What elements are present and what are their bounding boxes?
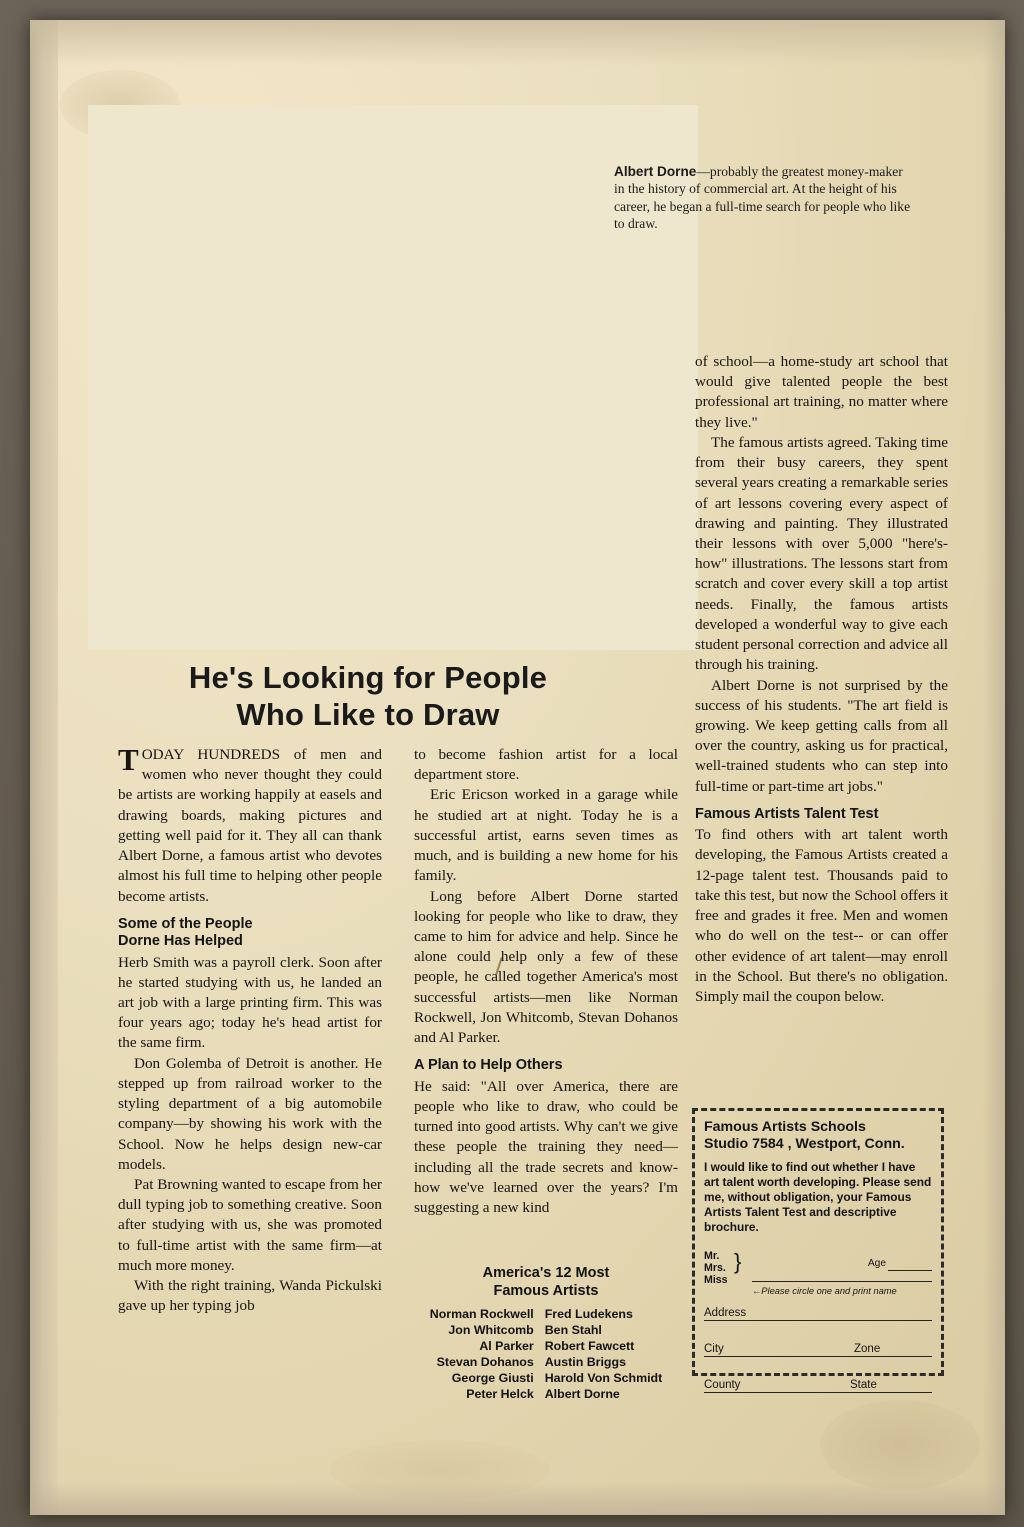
paragraph: He said: "All over America, there are people who like to draw, who could be turned into good artists. Why can't we give these people the training they need—including all the trade secrets and know-how we've learned over the years? I'm suggesting a new kind	[414, 1077, 678, 1216]
caption-text: —probably the greatest money-maker in the history of commercial art. At the height of his career, he began a full-time search for people who like to draw.	[614, 164, 911, 232]
coupon-address-label: Address	[704, 1307, 747, 1320]
artist-name: Peter Helck	[466, 1387, 534, 1402]
artist-name: Norman Rockwell	[429, 1307, 534, 1322]
famous-artists-list	[414, 1264, 678, 1402]
table-row	[430, 1354, 662, 1370]
artist-name: Albert Dorne	[544, 1387, 620, 1402]
caption-name: Albert Dorne	[614, 164, 697, 179]
coupon-title-line-1: Famous Artists Schools	[704, 1119, 866, 1135]
table-row	[430, 1306, 662, 1322]
headline-line-1: He's Looking for People	[188, 660, 548, 695]
artist-name: Jon Whitcomb	[448, 1323, 534, 1338]
coupon-title	[704, 1119, 932, 1153]
subheading: Famous Artists Talent Test	[695, 805, 879, 822]
coupon-county-state-field[interactable]	[704, 1379, 932, 1395]
famous-artists-table	[430, 1306, 662, 1402]
coupon-name-note-text: Please circle one and print name	[761, 1286, 897, 1297]
prefix-miss[interactable]: Miss	[704, 1273, 728, 1286]
coupon-county-label: County	[704, 1379, 741, 1392]
brace-glyph: }	[734, 1249, 742, 1275]
table-row	[430, 1322, 662, 1338]
subheading	[118, 916, 382, 951]
artist-name: Harold Von Schmidt	[544, 1371, 663, 1386]
paragraph: Eric Ericson worked in a garage while he studied art at night. Today he is a successful artist, earns seven times as much, and is building a new home for his family.	[414, 786, 678, 885]
coupon-address-field[interactable]	[704, 1307, 932, 1323]
coupon-county-line[interactable]	[704, 1392, 932, 1393]
paper-wear-right	[983, 20, 1005, 1515]
artist-name: Fred Ludekens	[544, 1307, 633, 1322]
coupon-name-prefixes[interactable]	[704, 1251, 728, 1287]
page-title	[118, 660, 618, 733]
paragraph-text: of men and women who never thought they could be artists are working happily at easels and drawing boards, making pictures and getting well paid for it. They all can thank Albert Dorne, a famous artist who devotes almost his full time to helping other people become artists.	[118, 746, 383, 905]
paragraph: Pat Browning wanted to escape from her dull typing job to something creative. Soon after studying with us, she was promoted to full-time artist with the same firm—at much more money.	[118, 1175, 382, 1274]
coupon-body-text: I would like to find out whether I have art talent worth developing. Please send me, without obligation, your Famous Artists Talent Test and descriptive brochure.	[704, 1160, 932, 1235]
prefix-mrs[interactable]: Mrs.	[704, 1261, 726, 1274]
coupon-state-label: State	[850, 1379, 877, 1392]
coupon-age-line[interactable]	[888, 1270, 932, 1271]
coupon-zone-label: Zone	[854, 1343, 881, 1356]
paragraph: Long before Albert Dorne started looking for people who like to draw, they came to him for advice and help. Since he alone could help only a few of these people, he called together America's most successful artists—men like Norman Rockwell, Jon Whitcomb, Stevan Dohanos and Al Parker.	[414, 887, 678, 1047]
paper-wear-bottom	[30, 1481, 1005, 1515]
subheading: A Plan to Help Others	[414, 1057, 563, 1074]
coupon-name-line[interactable]	[752, 1281, 932, 1282]
illustration-caption	[614, 163, 914, 233]
article-column-2	[414, 745, 678, 1218]
table-row	[430, 1386, 662, 1402]
paragraph: To find others with art talent worth developing, the Famous Artists created a 12-page talent test. Thousands paid to take this test, but now the School offers it free and grades it free. Men and women who do well on the test-- or can offer other evidence of art talent—may enroll in the School. But there's no obligation. Simply mail the coupon below.	[695, 826, 948, 1005]
coupon-title-line-2: Studio 7584 , Westport, Conn.	[704, 1136, 905, 1153]
table-row	[430, 1370, 662, 1386]
artist-name: Robert Fawcett	[544, 1339, 635, 1354]
article-column-3	[695, 352, 948, 1007]
illustration-albert-dorne	[88, 105, 698, 650]
famous-artists-title-line-2: Famous Artists	[493, 1283, 599, 1300]
paragraph: With the right training, Wanda Pickulski gave up her typing job	[118, 1277, 382, 1315]
paragraph: Don Golemba of Detroit is another. He stepped up from railroad worker to the styling department of a big automobile company—by showing his work with the School. Now he helps design new-car models.	[118, 1054, 382, 1173]
artist-name: Austin Briggs	[544, 1355, 626, 1370]
coupon-city-label: City	[704, 1343, 724, 1356]
spine-strip	[30, 20, 58, 1515]
coupon-name-note: ←Please circle one and print name	[752, 1286, 897, 1297]
subheading-line-1: Some of the People	[118, 915, 253, 932]
coupon-address-line[interactable]	[704, 1320, 932, 1321]
prefix-mr[interactable]: Mr.	[704, 1250, 720, 1263]
artist-name: George Giusti	[451, 1371, 534, 1386]
artist-name: Stevan Dohanos	[436, 1355, 534, 1370]
famous-artists-title-line-1: America's 12 Most	[482, 1265, 610, 1281]
lead-smallcaps: ODAY HUNDREDS	[141, 746, 281, 763]
paragraph: The famous artists agreed. Taking time from their busy careers, they spent several years creating a remarkable series of art lessons covering every aspect of drawing and painting. They illustrated their lessons with over 5,000 "here's-how" illustrations. The lessons start from scratch and cover every skill a top artist needs. Finally, the famous artists developed a wonderful way to give each student personal correction and advice all through his training.	[695, 433, 948, 674]
table-row	[430, 1338, 662, 1354]
paragraph: Herb Smith was a payroll clerk. Soon after he started studying with us, he landed an art job with a large printing firm. This was four years ago; today he's head artist for the same firm.	[118, 953, 382, 1052]
drop-cap: T	[118, 742, 139, 777]
article-column-1	[118, 742, 383, 1316]
coupon-city-zone-field[interactable]	[704, 1343, 932, 1359]
subheading-line-2: Dorne Has Helped	[118, 933, 243, 950]
paragraph: of school—a home-study art school that would give talented people the best professional art training, no matter where they live."	[695, 353, 948, 431]
paragraph: Albert Dorne is not surprised by the success of his students. "The art field is growing. We keep getting calls from all over the country, asking us for practical, well-trained students who can step into full-time or part-time art jobs."	[695, 676, 948, 795]
artist-name: Al Parker	[479, 1339, 534, 1354]
paper-wear-top	[30, 20, 1005, 66]
paragraph: to become fashion artist for a local department store.	[414, 746, 678, 784]
coupon-name-field[interactable]	[704, 1249, 932, 1297]
artist-name: Ben Stahl	[544, 1323, 602, 1338]
famous-artists-title	[414, 1264, 678, 1300]
coupon-age-label: Age	[867, 1258, 886, 1270]
coupon-city-line[interactable]	[704, 1356, 932, 1357]
headline-line-2: Who Like to Draw	[236, 696, 500, 732]
paragraph	[118, 742, 383, 907]
illustration-sky	[88, 105, 698, 650]
mail-in-coupon[interactable]	[692, 1108, 944, 1392]
